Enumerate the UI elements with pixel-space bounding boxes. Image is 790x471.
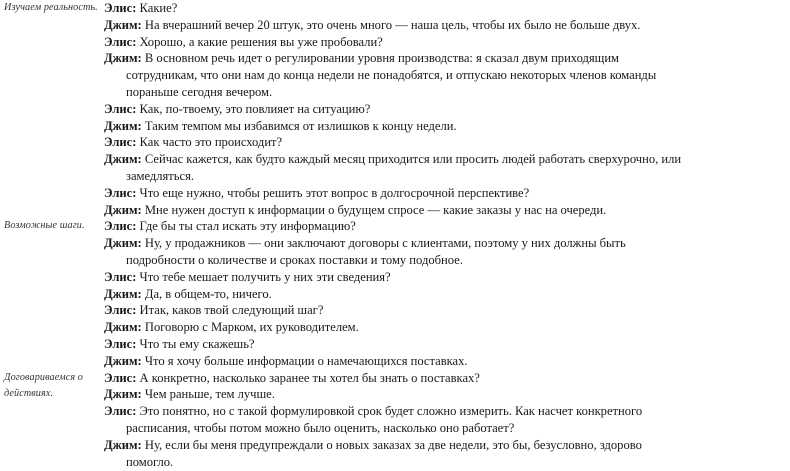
utterance-text: Какие? — [139, 1, 178, 15]
dialogue-line — [104, 17, 790, 34]
utterance-text: Сейчас кажется, как будто каждый месяц приходится или просить людей работать сверхурочно, или — [144, 152, 682, 167]
dialogue-line — [104, 353, 790, 370]
utterance-text: Да, в общем-то, ничего. — [144, 286, 272, 301]
utterance-text: Итак, каков твой следующий шаг? — [139, 303, 324, 318]
speaker-label: Элис: — [104, 404, 137, 419]
dialogue-line-continuation — [104, 84, 790, 101]
dialogue-line — [104, 370, 790, 387]
utterance-text: Хорошо, а какие решения вы уже пробовали? — [139, 34, 383, 49]
speaker-label: Джим: — [104, 152, 142, 167]
dialogue-line — [104, 403, 790, 420]
margin-note: Возможные шаги. — [4, 220, 85, 232]
utterance-text: А конкретно, насколько заранее ты хотел бы знать о поставках? — [139, 370, 480, 385]
dialogue-line — [104, 101, 790, 118]
speaker-label: Элис: — [104, 1, 137, 15]
speaker-label: Элис: — [104, 34, 137, 49]
utterance-text: Поговорю с Марком, их руководителем. — [144, 320, 359, 335]
dialogue-line — [104, 336, 790, 353]
speaker-label: Элис: — [104, 336, 137, 351]
dialogue-line-continuation — [104, 420, 790, 437]
utterance-text: пораньше сегодня вечером. — [126, 84, 273, 99]
margin-note: Договариваемся о действиях. — [4, 371, 83, 400]
speaker-label: Джим: — [104, 236, 142, 251]
dialogue-line — [104, 0, 790, 17]
speaker-label: Джим: — [104, 286, 142, 301]
utterance-text: Что еще нужно, чтобы решить этот вопрос в долгосрочной перспективе? — [139, 185, 530, 200]
utterance-text: Что тебе мешает получить у них эти сведения? — [139, 269, 391, 284]
dialogue-transcript — [104, 0, 790, 471]
dialogue-line — [104, 269, 790, 286]
dialogue-line — [104, 386, 790, 403]
dialogue-line — [104, 437, 790, 454]
utterance-text: Что ты ему скажешь? — [139, 336, 255, 351]
utterance-text: Где бы ты стал искать эту информацию? — [139, 219, 356, 234]
speaker-label: Джим: — [104, 202, 142, 217]
utterance-text: замедляться. — [126, 168, 194, 183]
dialogue-line — [104, 134, 790, 151]
speaker-label: Элис: — [104, 219, 137, 234]
dialogue-line — [104, 185, 790, 202]
dialogue-line — [104, 34, 790, 51]
dialogue-line-continuation — [104, 168, 790, 185]
speaker-label: Джим: — [104, 437, 142, 452]
dialogue-line-continuation — [104, 454, 790, 471]
speaker-label: Джим: — [104, 387, 142, 402]
dialogue-line — [104, 151, 790, 168]
dialogue-line — [104, 218, 790, 235]
speaker-label: Джим: — [104, 320, 142, 335]
utterance-text: Ну, у продажников — они заключают договоры с клиентами, поэтому у них должны быть — [144, 236, 626, 251]
utterance-text: расписания, чтобы потом можно было оценить, насколько оно работает? — [126, 420, 515, 435]
dialogue-line — [104, 302, 790, 319]
utterance-text: Как, по-твоему, это повлияет на ситуацию? — [139, 101, 371, 116]
dialogue-line — [104, 319, 790, 336]
margin-annotation-column — [0, 0, 100, 471]
speaker-label: Элис: — [104, 101, 137, 116]
margin-note: Изучаем реальность. — [4, 2, 98, 13]
dialogue-line — [104, 50, 790, 67]
speaker-label: Джим: — [104, 118, 142, 133]
dialogue-line-continuation — [104, 67, 790, 84]
utterance-text: Это понятно, но с такой формулировкой срок будет сложно измерить. Как насчет конкретного — [139, 404, 643, 419]
speaker-label: Джим: — [104, 51, 142, 66]
dialogue-line — [104, 118, 790, 135]
speaker-label: Элис: — [104, 303, 137, 318]
dialogue-line — [104, 235, 790, 252]
speaker-label: Джим: — [104, 353, 142, 368]
speaker-label: Элис: — [104, 135, 137, 150]
utterance-text: сотрудникам, что они нам до конца недели не понадобятся, и отпускаю некоторых членов команды — [126, 68, 657, 83]
speaker-label: Элис: — [104, 185, 137, 200]
dialogue-line — [104, 286, 790, 303]
utterance-text: Таким темпом мы избавимся от излишков к концу недели. — [144, 118, 457, 133]
utterance-text: Ну, если бы меня предупреждали о новых заказах за две недели, это бы, безусловно, здорово — [144, 437, 642, 452]
speaker-label: Элис: — [104, 269, 137, 284]
utterance-text: помогло. — [126, 454, 174, 469]
utterance-text: Мне нужен доступ к информации о будущем спросе — какие заказы у нас на очереди. — [144, 202, 607, 217]
utterance-text: подробности о количестве и сроках поставки и тому подобное. — [126, 252, 463, 267]
utterance-text: В основном речь идет о регулировании уровня производства: я сказал двум приходящим — [144, 51, 620, 66]
speaker-label: Джим: — [104, 17, 142, 32]
dialogue-line-continuation — [104, 252, 790, 269]
utterance-text: Что я хочу больше информации о намечающихся поставках. — [144, 353, 468, 368]
utterance-text: Чем раньше, тем лучше. — [144, 387, 275, 402]
dialogue-line — [104, 202, 790, 219]
utterance-text: На вчерашний вечер 20 штук, это очень много — наша цель, чтобы их было не больше двух. — [144, 17, 641, 32]
speaker-label: Элис: — [104, 370, 137, 385]
utterance-text: Как часто это происходит? — [139, 135, 283, 150]
